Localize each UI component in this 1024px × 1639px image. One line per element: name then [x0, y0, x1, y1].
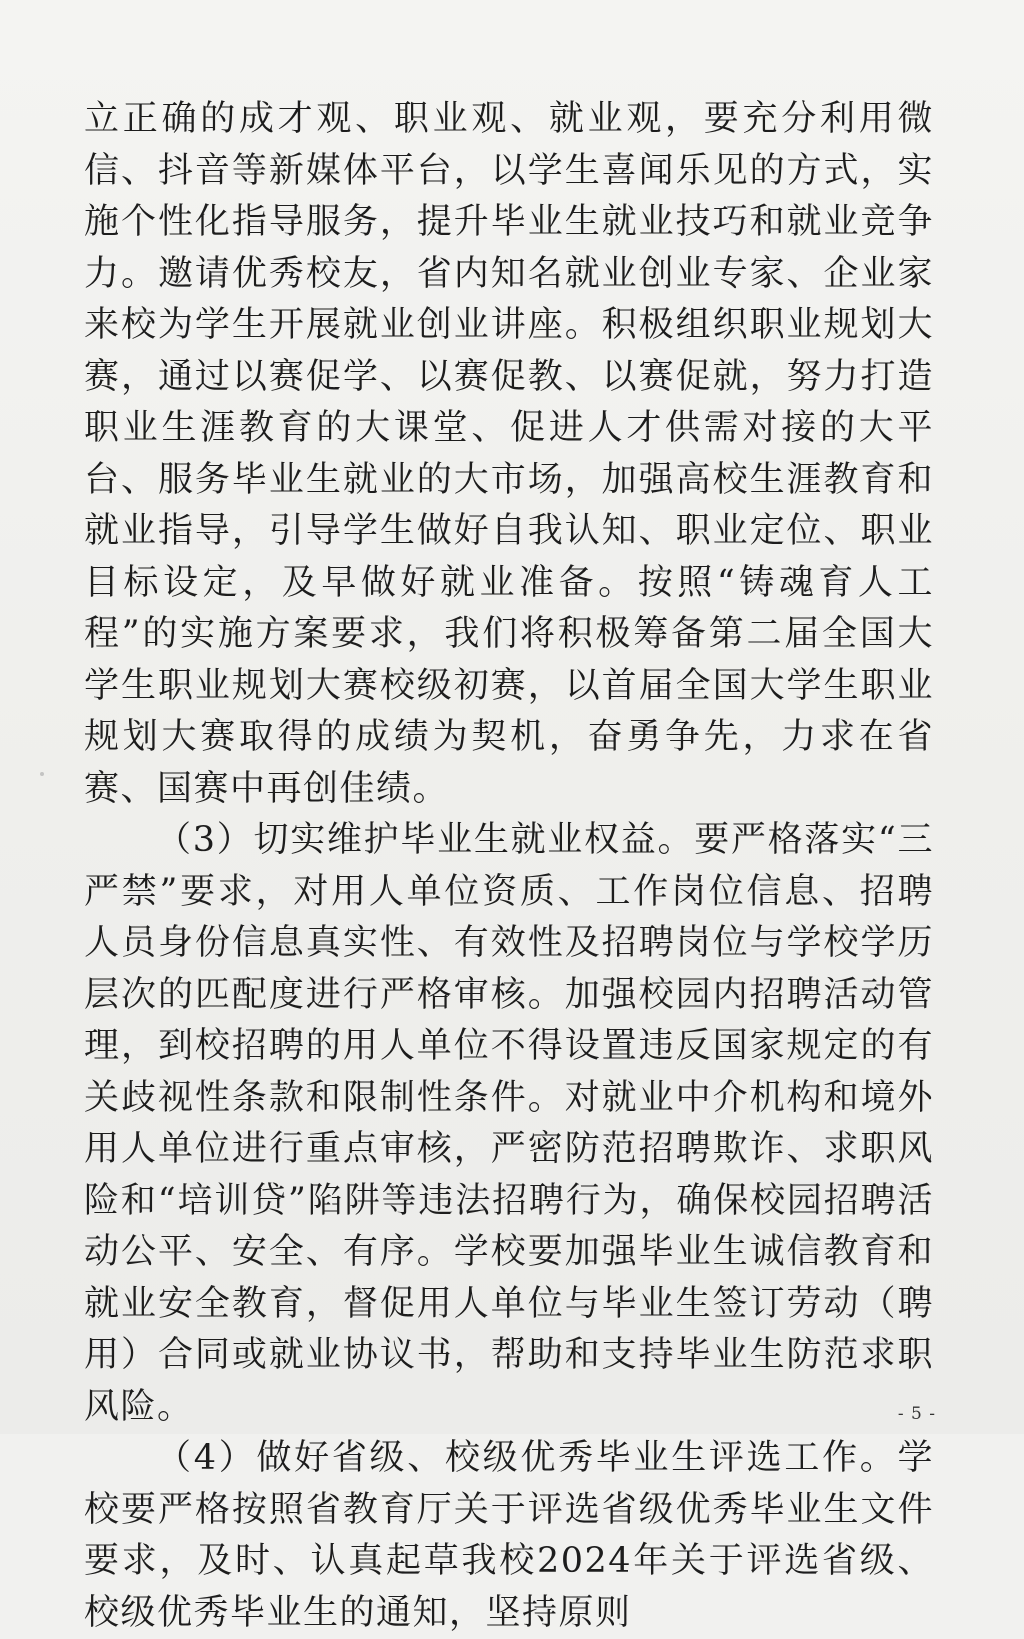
- paragraph-outstanding-graduates: （4）做好省级、校级优秀毕业生评选工作。学校要严格按照省教育厅关于评选省级优秀毕业生文件要求，及时、认真起草我校2024年关于评选省级、校级优秀毕业生的通知，坚持原则: [84, 1438, 934, 1633]
- paragraph-employment-rights: （3）切实维护毕业生就业权益。要严格落实“三严禁”要求，对用人单位资质、工作岗位信息、招聘人员身份信息真实性、有效性及招聘岗位与学校学历层次的匹配度进行严格审核。加强校园内招聘活动管理，到校招聘的用人单位不得设置违反国家规定的有关歧视性条款和限制性条件。对就业中介机构和境外用人单位进行重点审核，严密防范招聘欺诈、求职风险和“培训贷”陷阱等违法招聘行为，确保校园招聘活动公平、安全、有序。学校要加强毕业生诚信教育和就业安全教育，督促用人单位与毕业生签订劳动（聘用）合同或就业协议书，帮助和支持毕业生防范求职风险。: [84, 820, 934, 1427]
- scan-speck: [40, 772, 44, 776]
- paragraph-continuation: 立正确的成才观、职业观、就业观，要充分利用微信、抖音等新媒体平台，以学生喜闻乐见的方式，实施个性化指导服务，提升毕业生就业技巧和就业竞争力。邀请优秀校友，省内知名就业创业专家、企业家来校为学生开展就业创业讲座。积极组织职业规划大赛，通过以赛促学、以赛促教、以赛促就，努力打造职业生涯教育的大课堂、促进人才供需对接的大平台、服务毕业生就业的大市场，加强高校生涯教育和就业指导，引导学生做好自我认知、职业定位、职业目标设定，及早做好就业准备。按照“铸魂育人工程”的实施方案要求，我们将积极筹备第二届全国大学生职业规划大赛校级初赛，以首届全国大学生职业规划大赛取得的成绩为契机，奋勇争先，力求在省赛、国赛中再创佳绩。: [84, 99, 934, 809]
- page-number: - 5 -: [897, 1404, 936, 1424]
- document-body: [84, 94, 934, 1639]
